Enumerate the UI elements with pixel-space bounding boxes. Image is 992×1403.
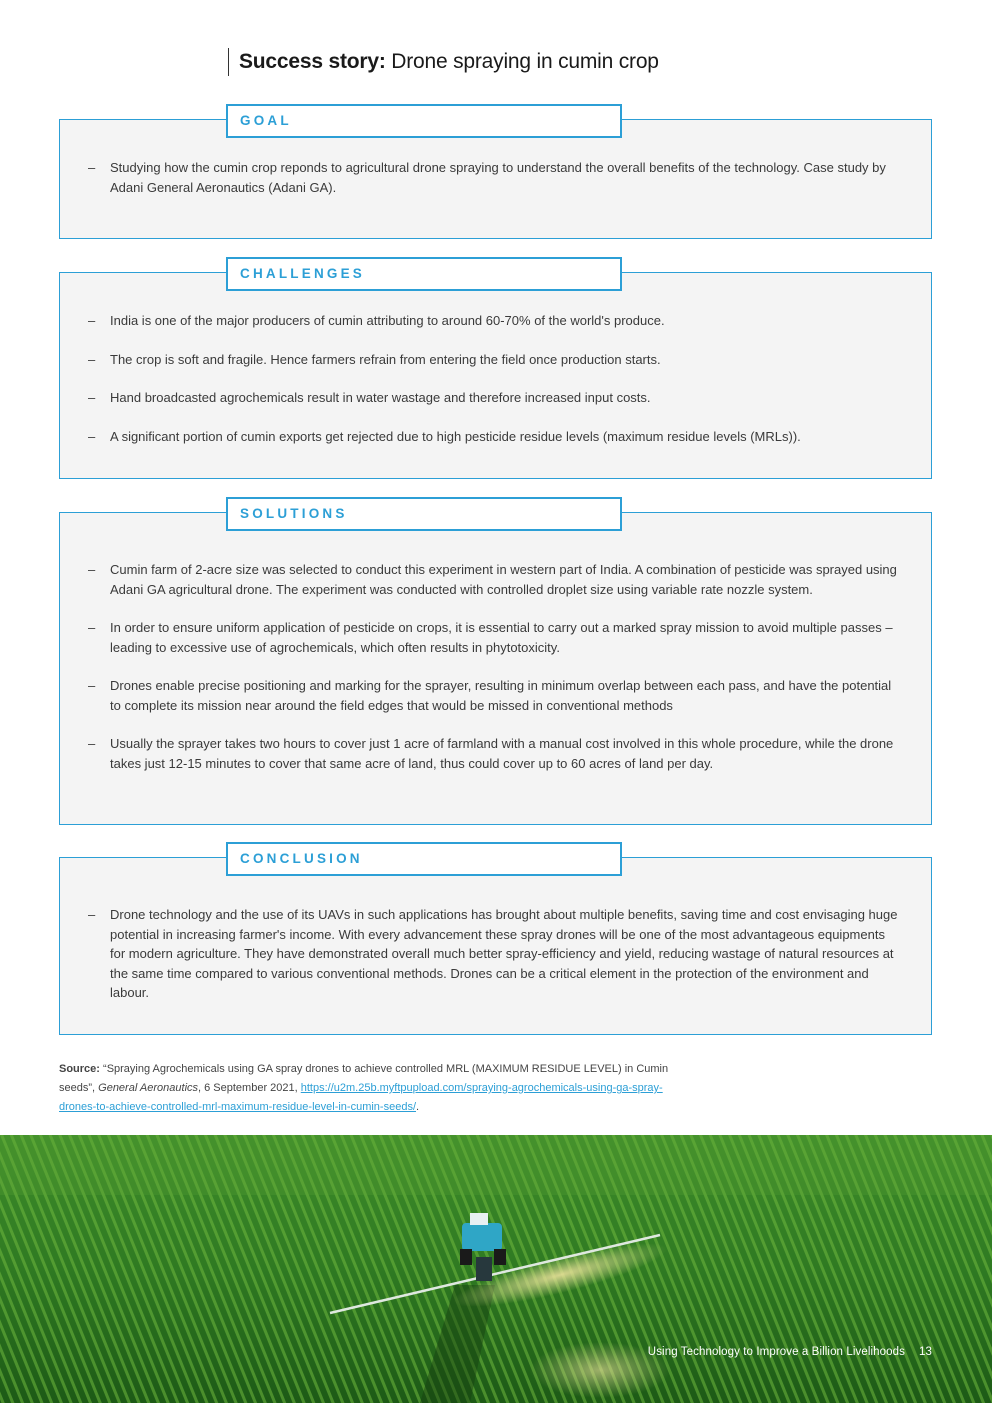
page-title: [228, 48, 659, 76]
source-label: Source:: [59, 1063, 100, 1075]
list-item: – The crop is soft and fragile. Hence farmers refrain from entering the field once production starts.: [88, 350, 903, 370]
conclusion-box: [59, 857, 932, 1035]
challenges-label: CHALLENGES: [226, 257, 622, 291]
page-number: 13: [919, 1346, 932, 1358]
goal-label: GOAL: [226, 104, 622, 138]
page-footer: [648, 1346, 932, 1358]
list-item: – Hand broadcasted agrochemicals result in water wastage and therefore increased input costs.: [88, 388, 903, 408]
title-rest: Drone spraying in cumin crop: [385, 50, 659, 73]
challenges-list: [88, 311, 903, 446]
list-item: – Studying how the cumin crop reponds to agricultural drone spraying to understand the overall benefits of the technology. Case study by Adani General Aeronautics (Adani GA).: [88, 158, 903, 197]
source-date: , 6 September 2021,: [198, 1082, 301, 1094]
source-end: .: [416, 1101, 420, 1113]
goal-list: [88, 158, 903, 197]
source-text: “Spraying Agrochemicals using GA spray drones to achieve controlled MRL (MAXIMUM RESIDUE LEVEL) in Cumin seeds”,: [59, 1063, 669, 1094]
source-link[interactable]: https://u2m.25b.myftpupload.com/spraying-agrochemicals-using-ga-spray-drones-to-achieve-controlled-mrl-maximum-residue-level-in-cumin-seeds/: [59, 1082, 663, 1113]
list-item: – Drone technology and the use of its UAVs in such applications has brought about multiple benefits, saving time and cost envisaging huge potential in increasing farmer's income. With every advancement these spray drones will be one of the most advantageous equipments for modern agriculture. They have demonstrated overall much better spray-efficiency and yield, reducing wastage of natural resources at the same time compared to various conventional methods. Drones can be a critical element in the protection of the environment and labour.: [88, 905, 903, 1003]
tractor-field-image: [0, 1135, 992, 1403]
conclusion-list: [88, 905, 903, 1003]
field-photo: [0, 1135, 992, 1403]
list-item: – Usually the sprayer takes two hours to cover just 1 acre of farmland with a manual cost involved in this whole procedure, while the drone takes just 12-15 minutes to cover that same acre of land, thus could cover up to 60 acres of land per day.: [88, 734, 903, 773]
solutions-box: [59, 512, 932, 825]
list-item: – A significant portion of cumin exports get rejected due to high pesticide residue levels (maximum residue levels (MRLs)).: [88, 427, 903, 447]
title-bold: Success story:: [239, 50, 386, 73]
challenges-box: [59, 272, 932, 479]
footer-title: Using Technology to Improve a Billion Livelihoods: [647, 1346, 905, 1358]
list-item: – India is one of the major producers of cumin attributing to around 60-70% of the world's produce.: [88, 311, 903, 331]
list-item: – Cumin farm of 2-acre size was selected to conduct this experiment in western part of India. A combination of pesticide was sprayed using Adani GA agricultural drone. The experiment was conducted with controlled droplet size using variable rate nozzle system.: [88, 560, 903, 599]
solutions-list: [88, 560, 903, 773]
list-item: – Drones enable precise positioning and marking for the sprayer, resulting in minimum overlap between each pass, and have the potential to complete its mission near around the field edges that would be missed in conventional methods: [88, 676, 903, 715]
source-publisher: General Aeronautics: [98, 1082, 199, 1094]
solutions-label: SOLUTIONS: [226, 497, 622, 531]
list-item: – In order to ensure uniform application of pesticide on crops, it is essential to carry out a marked spray mission to avoid multiple passes – leading to excessive use of agrochemicals, which often results in phytotoxicity.: [88, 618, 903, 657]
conclusion-label: CONCLUSION: [226, 842, 622, 876]
source-note: [59, 1060, 699, 1117]
